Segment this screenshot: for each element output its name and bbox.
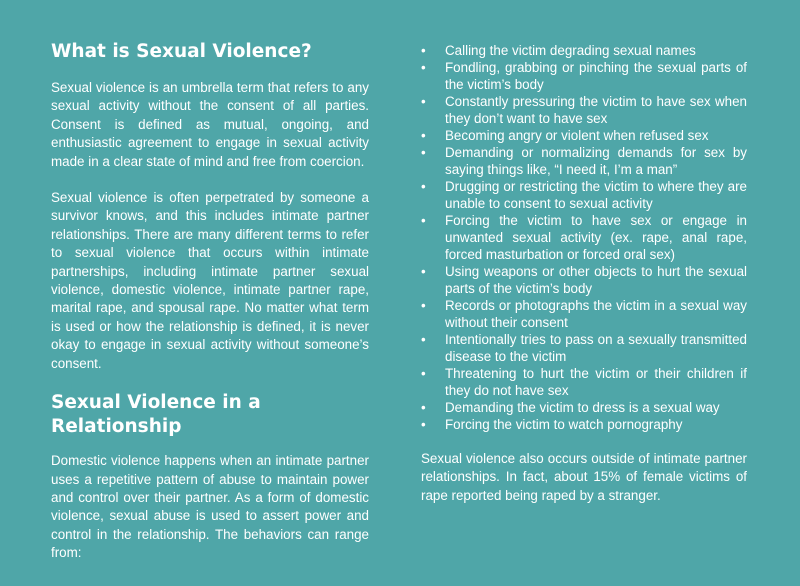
list-item: • Intentionally tries to pass on a sexually transmitted disease to the victim xyxy=(421,332,747,364)
behavior-list xyxy=(421,42,747,433)
intimate-partner-paragraph: Sexual violence is often perpetrated by someone a survivor knows, and this includes intimate partner relationships. There are many different terms to refer to sexual violence that occurs within intimate partnerships, including intimate partner sexual violence, domestic violence, intimate partner rape, marital rape, and spousal rape. No matter what term is used or how the relationship is defined, it is never okay to engage in sexual activity without someone’s consent. xyxy=(51,190,369,371)
bullet-icon: • xyxy=(421,264,426,279)
list-item: • Records or photographs the victim in a sexual way without their consent xyxy=(421,298,747,330)
bullet-icon: • xyxy=(421,128,426,143)
bullet-icon: • xyxy=(421,179,426,194)
bullet-icon: • xyxy=(421,366,426,381)
bullet-icon: • xyxy=(421,213,426,228)
list-item: • Calling the victim degrading sexual names xyxy=(421,43,696,58)
heading-sexual-violence-relationship: Sexual Violence in a Relationship xyxy=(51,392,261,438)
heading-what-is-sexual-violence: What is Sexual Violence? xyxy=(51,41,312,62)
bullet-icon: • xyxy=(421,298,426,313)
bullet-icon: • xyxy=(421,400,426,415)
bullet-icon: • xyxy=(421,417,426,432)
bullet-icon: • xyxy=(421,332,426,347)
stranger-rape-paragraph: Sexual violence also occurs outside of intimate partner relationships. In fact, about 15% of female victims of rape reported being raped by a stranger. xyxy=(421,451,747,503)
list-item: • Fondling, grabbing or pinching the sexual parts of the victim’s body xyxy=(421,60,747,92)
list-item: • Demanding or normalizing demands for sex by saying things like, “I need it, I’m a man” xyxy=(421,145,747,177)
left-column xyxy=(51,40,369,563)
list-item: • Forcing the victim to have sex or engage in unwanted sexual activity (ex. rape, anal rape, forced masturbation or forced oral sex) xyxy=(421,213,747,262)
right-column xyxy=(421,42,747,505)
list-item: • Becoming angry or violent when refused sex xyxy=(421,128,709,143)
list-item: • Threatening to hurt the victim or their children if they do not have sex xyxy=(421,366,747,398)
definition-paragraph: Sexual violence is an umbrella term that refers to any sexual activity without the consent of all parties. Consent is defined as mutual, ongoing, and enthusiastic agreement to engage in sexual activity made in a clear state of mind and free from coercion. xyxy=(51,80,369,169)
bullet-icon: • xyxy=(421,145,426,160)
list-item: • Using weapons or other objects to hurt the sexual parts of the victim’s body xyxy=(421,264,747,296)
domestic-violence-paragraph: Domestic violence happens when an intimate partner uses a repetitive pattern of abuse to maintain power and control over their partner. As a form of domestic violence, sexual abuse is used to assert power and control in the relationship. The behaviors can range from: xyxy=(51,453,369,561)
list-item: • Forcing the victim to watch pornography xyxy=(421,417,683,432)
bullet-icon: • xyxy=(421,43,426,58)
list-item: • Constantly pressuring the victim to have sex when they don’t want to have sex xyxy=(421,94,747,126)
list-item: • Drugging or restricting the victim to where they are unable to consent to sexual activity xyxy=(421,179,747,211)
bullet-icon: • xyxy=(421,94,426,109)
bullet-icon: • xyxy=(421,60,426,75)
list-item: • Demanding the victim to dress is a sexual way xyxy=(421,400,720,415)
